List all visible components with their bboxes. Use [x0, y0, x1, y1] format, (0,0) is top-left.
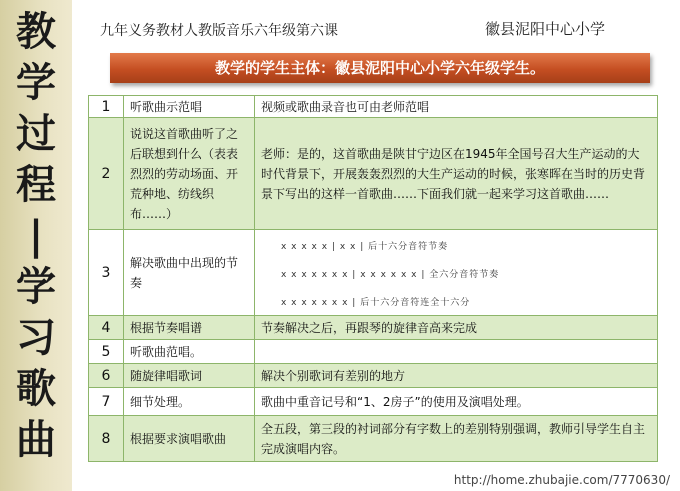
- sidebar-char: 教: [16, 8, 56, 55]
- sidebar-char: 歌: [16, 365, 56, 412]
- step-description: [255, 340, 658, 364]
- sidebar-char: |: [28, 212, 44, 259]
- row-number: 4: [89, 316, 124, 340]
- table-row: [89, 340, 658, 364]
- row-number: 1: [89, 96, 124, 118]
- sidebar-char: 学: [16, 263, 56, 310]
- row-number: 8: [89, 416, 124, 462]
- sidebar-char: 过: [16, 110, 56, 157]
- step-name: 说说这首歌曲听了之后联想到什么（表表烈烈的劳动场面、开荒种地、纺线织布……）: [124, 118, 255, 230]
- table-row: [89, 118, 658, 230]
- table-row: [89, 388, 658, 416]
- table-row: [89, 316, 658, 340]
- step-name: 解决歌曲中出现的节奏: [124, 230, 255, 316]
- table-row: [89, 96, 658, 118]
- step-name: 根据节奏唱谱: [124, 316, 255, 340]
- sidebar: [0, 0, 72, 491]
- row-number: 5: [89, 340, 124, 364]
- step-description: 全五段，第三段的衬词部分有字数上的差别特别强调，教师引导学生自主完成演唱内容。: [255, 416, 658, 462]
- step-description: 视频或歌曲录音也可由老师范唱: [255, 96, 658, 118]
- row-number: 7: [89, 388, 124, 416]
- table-row: [89, 416, 658, 462]
- step-name: 细节处理。: [124, 388, 255, 416]
- sidebar-char: 习: [16, 314, 56, 361]
- rhythm-cell: [255, 230, 658, 316]
- step-description: 歌曲中重音记号和“1、2房子”的使用及演唱处理。: [255, 388, 658, 416]
- step-description: 节奏解决之后，再跟琴的旋律音高来完成: [255, 316, 658, 340]
- rhythm-line: x x x x x | x x | 后十六分音符节奏: [281, 241, 449, 252]
- rhythm-line: x x x x x x x | x x x x x x | 全六分音符节奏: [281, 269, 500, 280]
- step-name: 听歌曲示范唱: [124, 96, 255, 118]
- row-number: 3: [89, 230, 124, 316]
- table-row: [89, 364, 658, 388]
- rhythm-line: x x x x x x x | 后十六分音符连全十六分: [281, 297, 471, 308]
- sidebar-char: 曲: [16, 416, 56, 463]
- student-subject-banner: 教学的学生主体：徽县泥阳中心小学六年级学生。: [110, 53, 650, 83]
- step-name: 听歌曲范唱。: [124, 340, 255, 364]
- rhythm-notation: [261, 233, 651, 313]
- sidebar-char: 学: [16, 59, 56, 106]
- step-name: 根据要求演唱歌曲: [124, 416, 255, 462]
- school-name: 徽县泥阳中心小学: [485, 20, 606, 38]
- course-title: 九年义务教材人教版音乐六年级第六课: [100, 23, 338, 39]
- step-description: 解决个别歌词有差别的地方: [255, 364, 658, 388]
- sidebar-title: [6, 6, 66, 465]
- step-description: 老师：是的，这首歌曲是陕甘宁边区在1945年全国号召大生产运动的大时代背景下，开展轰轰烈烈的大生产运动的时候，张寒晖在当时的历史背景下写出的这样一首歌曲……下面我们就一起来学习这首歌曲……: [255, 118, 658, 230]
- row-number: 2: [89, 118, 124, 230]
- sidebar-char: 程: [16, 161, 56, 208]
- row-number: 6: [89, 364, 124, 388]
- step-name: 随旋律唱歌词: [124, 364, 255, 388]
- watermark-url: http://home.zhubajie.com/7770630/: [453, 473, 670, 487]
- table-row: [89, 230, 658, 316]
- teaching-process-table: [88, 95, 658, 462]
